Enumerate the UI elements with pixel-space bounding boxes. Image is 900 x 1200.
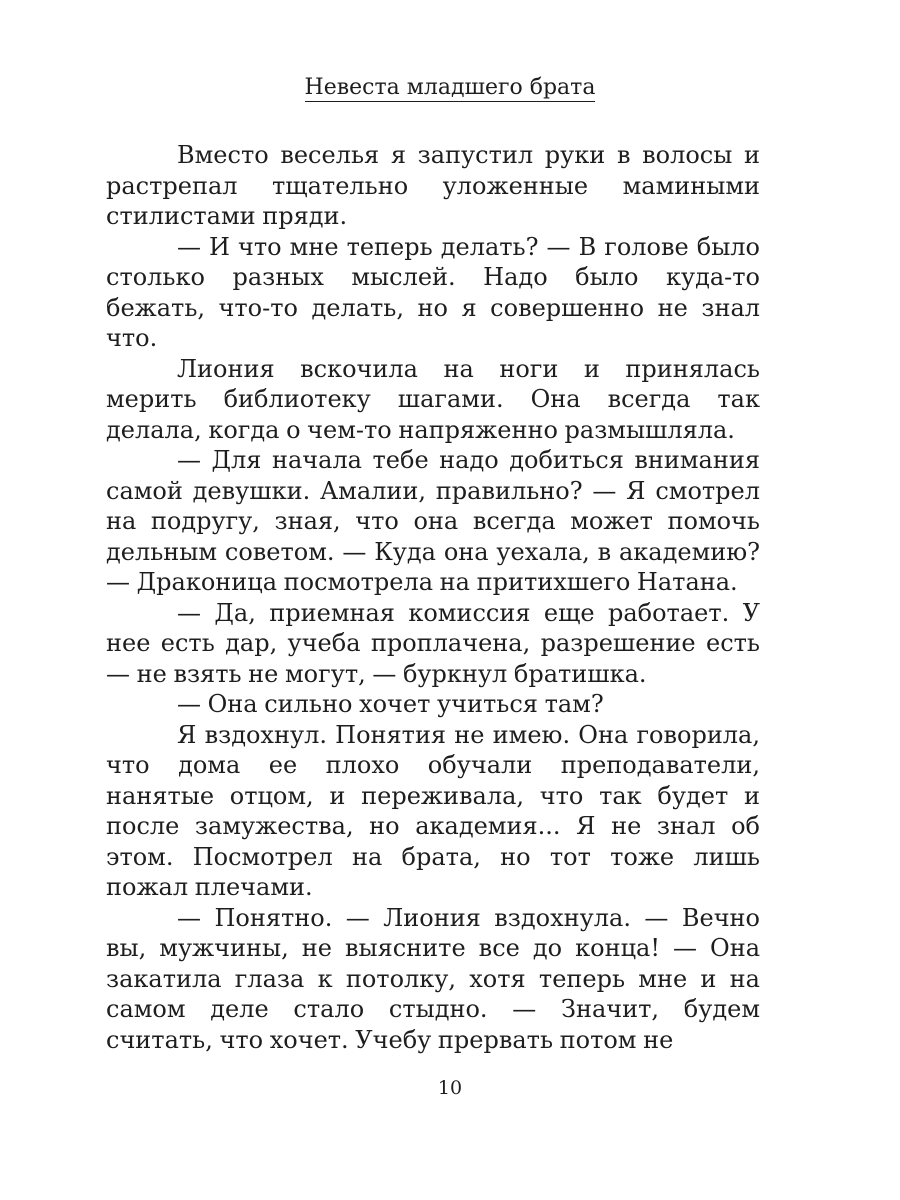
paragraph: — Да, приемная комиссия еще работает. У нее есть дар, учеба проплачена, разрешение есть — не взять не могут, — буркнул братишка. — [106, 598, 760, 688]
paragraph: Я вздохнул. Понятия не имею. Она говорила, что дома ее плохо обучали преподаватели, нанятые отцом, и переживала, что так будет и после замужества, но академия... Я не знал об этом. Посмотрел на брата, но тот тоже лишь пожал плечами. — [106, 720, 760, 901]
paragraph: Вместо веселья я запустил руки в волосы и растрепал тщательно уложенные мамиными стилистами пряди. — [106, 141, 760, 230]
body-text — [106, 140, 760, 1055]
page-number: 10 — [437, 1077, 463, 1099]
paragraph: Лиония вскочила на ноги и принялась мерить библиотеку шагами. Она всегда так делала, когда о чем-то напряженно размышляла. — [106, 354, 760, 444]
paragraph: — Понятно. — Лиония вздохнула. — Вечно вы, мужчины, не выясните все до конца! — Она закатила глаза к потолку, хотя теперь мне и на самом деле стало стыдно. — Значит, будем считать, что хочет. Учебу прервать потом не — [106, 903, 760, 1054]
running-title-text: Невеста младшего брата — [304, 75, 596, 100]
running-title — [0, 73, 900, 103]
paragraph: — Она сильно хочет учиться там? — [177, 690, 604, 718]
paragraph: — Для начала тебе надо добиться внимания самой девушки. Амалии, правильно? — Я смотрел на подругу, зная, что она всегда может помочь дельным советом. — Куда она уехала, в академию? — Драконица посмотрела на притихшего Натана. — [106, 446, 760, 596]
paragraph: — И что мне теперь делать? — В голове было столько разных мыслей. Надо было куда-то бежать, что-то делать, но я совершенно не знал что. — [106, 232, 760, 352]
